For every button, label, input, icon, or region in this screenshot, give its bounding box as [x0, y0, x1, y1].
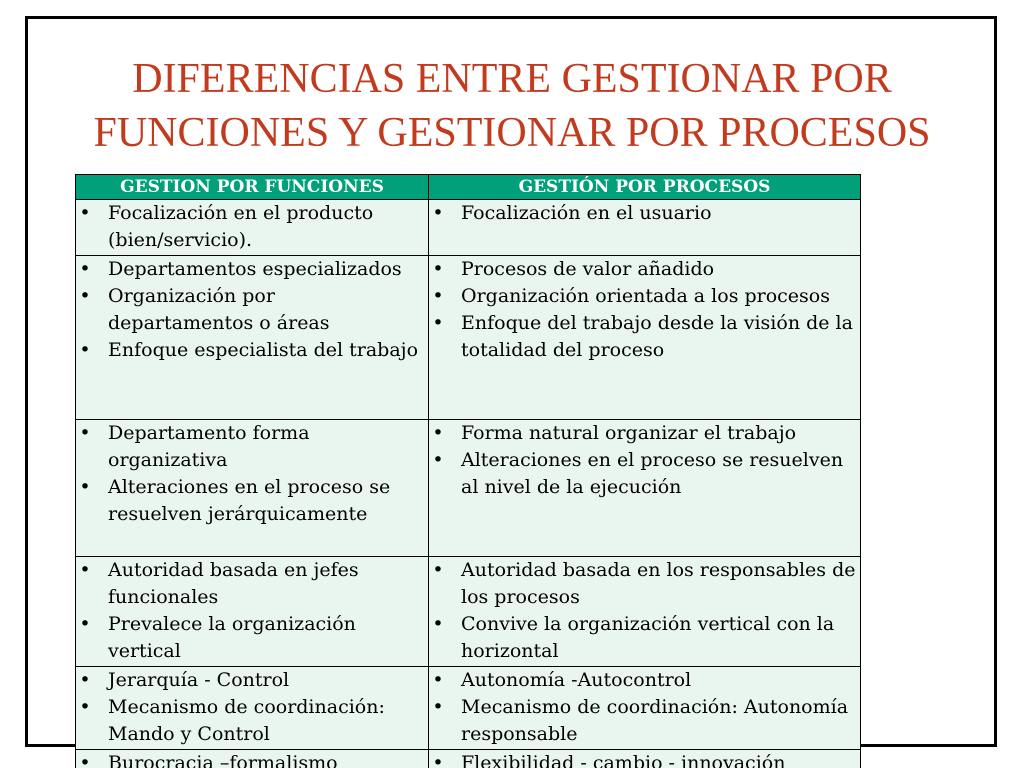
list-item: [76, 474, 426, 529]
list-item: [429, 750, 858, 768]
list-item: [429, 447, 858, 502]
bullet-icon: •: [432, 421, 444, 444]
table-row: [76, 556, 861, 666]
bullet-list: [76, 750, 426, 768]
bullet-icon: •: [432, 257, 444, 280]
cell-procesos: [429, 255, 861, 419]
comparison-table: [75, 174, 861, 768]
list-item-text: Procesos de valor añadido: [461, 257, 715, 280]
bullet-list: [429, 667, 858, 749]
table-row: [76, 419, 861, 556]
table-row: [76, 749, 861, 768]
header-gestion-por-procesos: GESTIÓN POR PROCESOS: [429, 175, 861, 200]
bullet-icon: •: [79, 339, 91, 362]
table-body: [76, 200, 861, 768]
bullet-list: [76, 256, 426, 365]
list-item: [76, 667, 426, 694]
bullet-list: [76, 200, 426, 255]
cell-procesos: [429, 556, 861, 666]
bullet-icon: •: [79, 202, 91, 224]
cell-procesos: [429, 419, 861, 556]
list-item-text: Organización orientada a los procesos: [461, 284, 830, 307]
list-item: [76, 611, 426, 666]
list-item-text: Focalización en el usuario: [461, 202, 712, 224]
list-item-text: Enfoque del trabajo desde la visión de la totalidad del proceso: [461, 312, 853, 362]
bullet-icon: •: [432, 558, 444, 581]
list-item-text: Autonomía -Autocontrol: [461, 668, 692, 691]
list-item: [429, 667, 858, 694]
list-item: [76, 557, 426, 612]
list-item-text: Mecanismo de coordinación: Mando y Control: [108, 696, 385, 746]
bullet-list: [429, 420, 858, 502]
cell-funciones: [76, 666, 429, 749]
bullet-icon: •: [432, 751, 444, 768]
list-item-text: Flexibilidad - cambio - innovación: [461, 751, 786, 768]
table-row: [76, 666, 861, 749]
list-item: [429, 283, 858, 310]
table-row: [76, 255, 861, 419]
list-item-text: Mecanismo de coordinación: Autonomía responsable: [461, 696, 849, 746]
list-item-text: Alteraciones en el proceso se resuelven jerárquicamente: [108, 476, 391, 526]
bullet-icon: •: [79, 421, 91, 444]
bullet-list: [429, 557, 858, 666]
bullet-icon: •: [79, 284, 91, 307]
list-item-text: Prevalece la organización vertical: [108, 613, 356, 663]
list-item: [429, 310, 858, 365]
cell-procesos: [429, 749, 861, 768]
bullet-icon: •: [432, 284, 444, 307]
comparison-table-container: [75, 174, 860, 768]
list-item-text: Autoridad basada en jefes funcionales: [108, 558, 359, 608]
list-item-text: Organización por departamentos o áreas: [108, 284, 330, 335]
bullet-list: [429, 256, 858, 365]
list-item-text: Departamento forma organizativa: [108, 421, 310, 471]
list-item-text: Convive la organización vertical con la horizontal: [461, 613, 835, 663]
cell-procesos: [429, 666, 861, 749]
bullet-icon: •: [432, 613, 444, 636]
cell-funciones: [76, 749, 429, 768]
list-item: [76, 256, 426, 283]
bullet-list: [76, 667, 426, 749]
list-item: [76, 750, 426, 768]
cell-funciones: [76, 556, 429, 666]
bullet-icon: •: [79, 696, 91, 719]
bullet-icon: •: [79, 257, 91, 280]
list-item: [429, 557, 858, 612]
bullet-icon: •: [432, 668, 444, 691]
bullet-icon: •: [79, 751, 91, 768]
bullet-icon: •: [432, 202, 444, 224]
slide-title: DIFERENCIAS ENTRE GESTIONAR POR FUNCIONES Y GESTIONAR POR PROCESOS: [93, 56, 931, 156]
bullet-icon: •: [432, 696, 444, 719]
bullet-icon: •: [79, 558, 91, 581]
list-item-text: Forma natural organizar el trabajo: [461, 421, 797, 444]
bullet-list: [429, 200, 858, 227]
bullet-icon: •: [432, 312, 444, 335]
header-gestion-por-funciones: GESTION POR FUNCIONES: [76, 175, 429, 200]
list-item: [429, 694, 858, 749]
list-item: [76, 200, 426, 255]
bullet-icon: •: [432, 448, 444, 471]
list-item: [429, 256, 858, 283]
list-item: [429, 611, 858, 666]
list-item-text: Focalización en el producto (bien/servicio).: [108, 202, 374, 252]
list-item-text: Departamentos especializados: [108, 257, 402, 280]
cell-funciones: [76, 419, 429, 556]
bullet-icon: •: [79, 613, 91, 636]
table-row: [76, 200, 861, 256]
list-item: [76, 694, 426, 749]
list-item: [76, 283, 426, 338]
table-header-row: [76, 175, 861, 200]
list-item-text: Enfoque especialista del trabajo: [108, 339, 419, 362]
list-item-text: Jerarquía - Control: [108, 668, 290, 691]
cell-funciones: [76, 200, 429, 256]
bullet-icon: •: [79, 668, 91, 691]
bullet-list: [76, 557, 426, 666]
list-item-text: Burocracia –formalismo: [108, 751, 338, 768]
list-item: [429, 420, 858, 447]
list-item-text: Alteraciones en el proceso se resuelven al nivel de la ejecución: [461, 448, 844, 499]
list-item: [76, 420, 426, 475]
cell-procesos: [429, 200, 861, 256]
bullet-list: [76, 420, 426, 529]
cell-funciones: [76, 255, 429, 419]
list-item: [429, 200, 858, 227]
bullet-icon: •: [79, 476, 91, 499]
list-item-text: Autoridad basada en los responsables de los procesos: [461, 558, 856, 608]
bullet-list: [429, 750, 858, 768]
list-item: [76, 337, 426, 364]
